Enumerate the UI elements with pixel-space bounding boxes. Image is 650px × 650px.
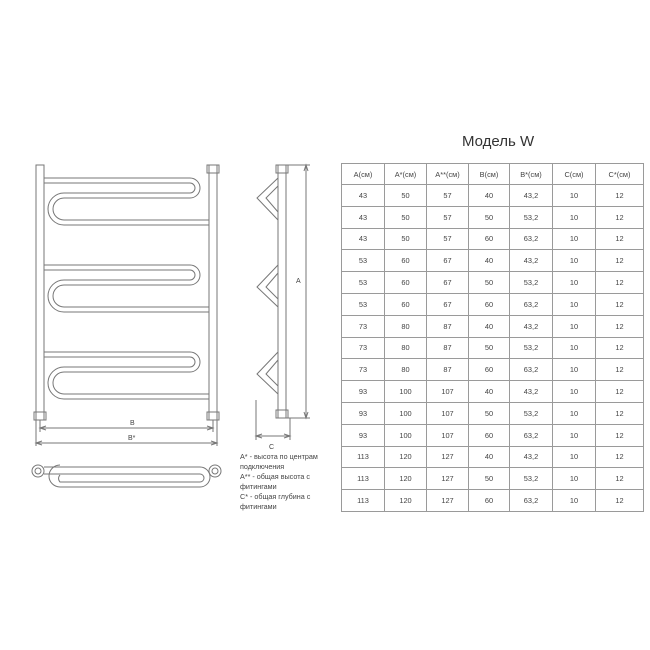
table-cell: 10: [553, 206, 596, 228]
table-cell: 43: [342, 228, 385, 250]
table-cell: 120: [385, 446, 427, 468]
table-cell: 53,2: [510, 206, 553, 228]
table-cell: 60: [469, 424, 510, 446]
table-cell: 43,2: [510, 315, 553, 337]
table-row: [342, 206, 644, 228]
table-cell: 43,2: [510, 185, 553, 207]
table-cell: 53: [342, 272, 385, 294]
table-cell: 53,2: [510, 402, 553, 424]
footnotes: [240, 452, 345, 512]
column-header: B(см): [469, 164, 510, 185]
table-cell: 40: [469, 315, 510, 337]
table-row: [342, 293, 644, 315]
serpentine-tube-outer: [44, 178, 209, 394]
table-cell: 63,2: [510, 293, 553, 315]
table-cell: 60: [385, 293, 427, 315]
table-cell: 43: [342, 185, 385, 207]
table-cell: 50: [469, 337, 510, 359]
table-row: [342, 402, 644, 424]
table-cell: 50: [469, 272, 510, 294]
table-cell: 63,2: [510, 228, 553, 250]
table-cell: 12: [596, 359, 644, 381]
table-cell: 67: [427, 250, 469, 272]
table-cell: 50: [469, 402, 510, 424]
table-cell: 10: [553, 293, 596, 315]
table-row: [342, 468, 644, 490]
table-row: [342, 446, 644, 468]
table-cell: 12: [596, 381, 644, 403]
column-header: A*(см): [385, 164, 427, 185]
table-cell: 57: [427, 228, 469, 250]
table-cell: 40: [469, 185, 510, 207]
table-cell: 100: [385, 424, 427, 446]
table-cell: 93: [342, 424, 385, 446]
table-row: [342, 250, 644, 272]
table-cell: 73: [342, 337, 385, 359]
table-cell: 12: [596, 337, 644, 359]
column-header: B*(см): [510, 164, 553, 185]
table-row: [342, 424, 644, 446]
table-row: [342, 228, 644, 250]
table-cell: 43,2: [510, 250, 553, 272]
table-row: [342, 359, 644, 381]
table-row: [342, 315, 644, 337]
table-cell: 12: [596, 468, 644, 490]
label-a: A: [296, 278, 301, 285]
table-cell: 12: [596, 185, 644, 207]
table-cell: 127: [427, 490, 469, 512]
table-cell: 12: [596, 446, 644, 468]
table-row: [342, 381, 644, 403]
table-cell: 93: [342, 381, 385, 403]
table-cell: 10: [553, 468, 596, 490]
table-cell: 12: [596, 272, 644, 294]
table-cell: 63,2: [510, 490, 553, 512]
right-post: [209, 165, 217, 420]
table-cell: 53: [342, 293, 385, 315]
serpentine-tube-inner: [44, 183, 209, 399]
footnote-a-double-star: A** - общая высота с фитингами: [240, 472, 310, 491]
table-cell: 40: [469, 446, 510, 468]
side-view-drawing: [256, 165, 310, 440]
table-cell: 120: [385, 490, 427, 512]
table-cell: 107: [427, 381, 469, 403]
table-cell: 127: [427, 446, 469, 468]
table-cell: 113: [342, 490, 385, 512]
table-header-row: [342, 164, 644, 185]
table-cell: 57: [427, 206, 469, 228]
column-header: A**(см): [427, 164, 469, 185]
table-cell: 53,2: [510, 337, 553, 359]
table-cell: 43,2: [510, 446, 553, 468]
table-cell: 67: [427, 293, 469, 315]
table-cell: 80: [385, 337, 427, 359]
table-cell: 40: [469, 381, 510, 403]
table-cell: 53: [342, 250, 385, 272]
table-cell: 53,2: [510, 272, 553, 294]
table-cell: 113: [342, 468, 385, 490]
table-cell: 12: [596, 228, 644, 250]
table-cell: 60: [469, 293, 510, 315]
table-cell: 60: [469, 228, 510, 250]
table-cell: 67: [427, 272, 469, 294]
table-cell: 53,2: [510, 468, 553, 490]
table-cell: 73: [342, 359, 385, 381]
table-cell: 10: [553, 402, 596, 424]
column-header: C*(см): [596, 164, 644, 185]
table-cell: 60: [469, 359, 510, 381]
column-header: C(см): [553, 164, 596, 185]
table-cell: 50: [469, 206, 510, 228]
table-cell: 100: [385, 402, 427, 424]
table-cell: 10: [553, 446, 596, 468]
table-cell: 87: [427, 315, 469, 337]
table-cell: 12: [596, 315, 644, 337]
table-cell: 63,2: [510, 424, 553, 446]
table-cell: 107: [427, 424, 469, 446]
dimensions-table: [341, 163, 644, 512]
table-cell: 127: [427, 468, 469, 490]
model-title: Модель W: [462, 133, 535, 150]
table-cell: 40: [469, 250, 510, 272]
table-cell: 87: [427, 359, 469, 381]
table-cell: 43: [342, 206, 385, 228]
table-row: [342, 185, 644, 207]
table-cell: 10: [553, 185, 596, 207]
table-cell: 10: [553, 228, 596, 250]
table-cell: 80: [385, 359, 427, 381]
table-cell: 60: [385, 250, 427, 272]
label-b-star: B*: [128, 435, 136, 442]
table-row: [342, 490, 644, 512]
table-cell: 80: [385, 315, 427, 337]
top-view-drawing: [32, 465, 221, 487]
table-cell: 10: [553, 272, 596, 294]
table-cell: 12: [596, 293, 644, 315]
column-header: A(см): [342, 164, 385, 185]
table-cell: 12: [596, 424, 644, 446]
table-cell: 60: [385, 272, 427, 294]
table-cell: 12: [596, 490, 644, 512]
table-cell: 107: [427, 402, 469, 424]
table-cell: 10: [553, 337, 596, 359]
table-cell: 50: [385, 228, 427, 250]
table-cell: 43,2: [510, 381, 553, 403]
table-cell: 63,2: [510, 359, 553, 381]
table-cell: 10: [553, 359, 596, 381]
table-cell: 12: [596, 206, 644, 228]
table-cell: 50: [385, 185, 427, 207]
table-cell: 10: [553, 250, 596, 272]
table-cell: 12: [596, 402, 644, 424]
table-row: [342, 272, 644, 294]
footnote-a-star: A* - высота по центрам подключения: [240, 452, 318, 471]
table-cell: 93: [342, 402, 385, 424]
table-cell: 50: [385, 206, 427, 228]
table-cell: 87: [427, 337, 469, 359]
table-cell: 120: [385, 468, 427, 490]
front-view-drawing: [34, 165, 219, 446]
table-cell: 100: [385, 381, 427, 403]
side-post: [278, 165, 286, 418]
table-cell: 10: [553, 381, 596, 403]
table-row: [342, 337, 644, 359]
label-c: C: [269, 444, 275, 451]
label-b: B: [130, 420, 135, 427]
table-cell: 10: [553, 490, 596, 512]
footnote-c-star: C* - общая глубина с фитингами: [240, 492, 311, 511]
table-cell: 113: [342, 446, 385, 468]
left-post: [36, 165, 44, 420]
table-cell: 12: [596, 250, 644, 272]
table-cell: 10: [553, 424, 596, 446]
table-cell: 57: [427, 185, 469, 207]
table-cell: 10: [553, 315, 596, 337]
table-cell: 73: [342, 315, 385, 337]
table-cell: 50: [469, 468, 510, 490]
table-cell: 60: [469, 490, 510, 512]
